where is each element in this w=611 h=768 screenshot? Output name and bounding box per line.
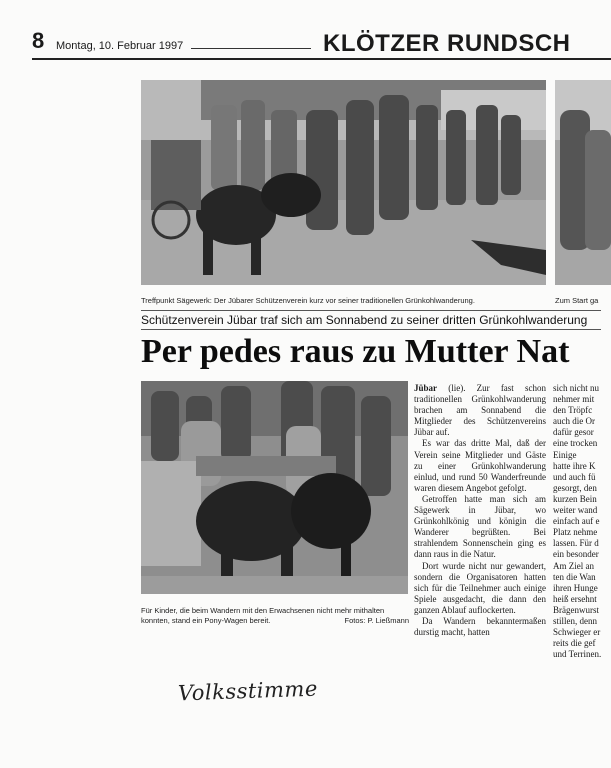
right-column-line: stillen, denn (553, 615, 597, 626)
photo-2-caption-text: Für Kinder, die beim Wandern mit den Erwachsenen nicht mehr mithalten konnten, stand ein Pony-Wagen bereit. (141, 606, 385, 625)
right-column-line: den Tröpfc (553, 405, 593, 416)
right-column-line: Einige (553, 449, 577, 460)
article-paragraph: Getroffen hatte man sich am Sägewerk in Jübar, wo Grünkohlkönig und königin die Wanderer begrüßten. Bei strahlendem Sonnenschein ging es dann raus in die Natur. (414, 493, 546, 560)
photo-right-caption: Zum Start ga (555, 296, 599, 305)
article-kicker: Schützenverein Jübar traf sich am Sonnabend zu seiner dritten Grünkohlwanderung (141, 313, 588, 327)
header-divider (191, 48, 311, 49)
right-column-line: ten die Wan (553, 571, 596, 582)
right-column-line: und auch fü (553, 471, 596, 482)
kicker-top-rule (141, 310, 601, 311)
issue-date: Montag, 10. Februar 1997 (56, 40, 184, 52)
right-column-line: nehmer mit (553, 394, 595, 405)
kicker-bottom-rule (141, 329, 601, 330)
article-column-right-cropped (553, 383, 611, 660)
photo-pony-wagon (141, 381, 408, 594)
right-column-line: Schwieger er (553, 627, 601, 638)
page-number: 8 (32, 28, 45, 53)
photo-2-caption (141, 606, 409, 626)
right-column-line: weiter wand (553, 505, 598, 516)
right-column-line: und Terrinen. (553, 649, 602, 660)
photo-credit: Fotos: P. Ließmann (344, 616, 409, 625)
handwritten-note: Volksstimme (177, 676, 319, 706)
newspaper-masthead: KLÖTZER RUNDSCH (323, 30, 571, 57)
right-column-line: dafür gesor (553, 427, 594, 438)
photo-group-at-sawmill (141, 80, 546, 285)
dateline: Jübar (414, 383, 438, 393)
article-column-main (414, 383, 546, 638)
right-column-line: ihren Hunge (553, 582, 598, 593)
right-column-line: Platz nehme (553, 527, 598, 538)
right-column-line: gesorgt, den (553, 482, 597, 493)
right-column-line: auch die Or (553, 416, 595, 427)
article-paragraph: Jübar (lie). Zur fast schon traditionellen Grünkohlwanderung brachen am Sonnabend die Mitglieder des Schützenvereins Jübar auf. (414, 383, 546, 438)
right-column-line: Am Ziel an (553, 560, 594, 571)
photo-1-caption: Treffpunkt Sägewerk: Der Jübarer Schützenverein kurz vor seiner traditionellen Grünkohlwanderung. (141, 296, 475, 305)
article-paragraph: Es war das dritte Mal, daß der Verein seine Mitglieder und Gäste zu einer Grünkohlwanderung einlud, und rund 50 Wanderfreunde waren diesem Angebot gefolgt. (414, 438, 546, 493)
top-divider (32, 58, 611, 60)
right-column-line: ein besonder (553, 549, 599, 560)
right-column-line: lassen. Für d (553, 538, 599, 549)
article-headline: Per pedes raus zu Mutter Nat (141, 333, 570, 370)
right-column-line: hatte ihre K (553, 460, 596, 471)
right-column-line: eine trocken (553, 438, 598, 449)
right-column-line: kurzen Bein (553, 493, 597, 504)
right-column-line: einfach auf e (553, 516, 600, 527)
photo-cropped-right (555, 80, 611, 285)
right-column-line: sich nicht nu (553, 383, 599, 393)
right-column-line: reits die gef (553, 638, 596, 649)
right-column-line: heiß ersehnt (553, 593, 597, 604)
right-column-line: Brägenwurst (553, 604, 599, 615)
article-paragraph: Dort wurde nicht nur gewandert, sondern die Organisatoren hatten sich für die Teilnehmer auch einige Spiele ausgedacht, die dann den ganzen Ablauf auflockerten. (414, 560, 546, 615)
article-paragraph: Da Wandern bekanntermaßen durstig macht, hatten (414, 615, 546, 638)
